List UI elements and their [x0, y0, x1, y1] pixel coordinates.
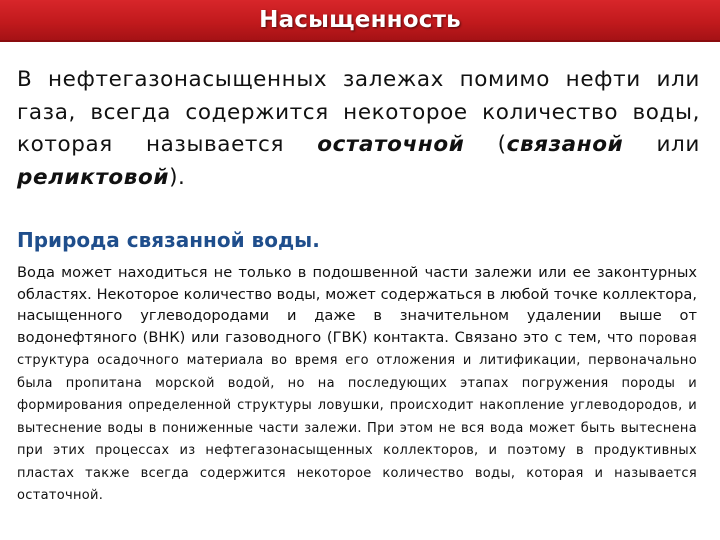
body-text-1: Вода может находиться не только в подошвенной части залежи или ее законтурных областях. Некоторое количество воды, может содержаться в любой точке коллектора, насыщенного углеводородами и даже в значительном удалении выше от водонефтяного (ВНК) или газоводного (ГВК) контакта. Связано это с тем, что [17, 264, 697, 346]
term-residual: остаточной [317, 132, 465, 157]
term-bound: связаной [506, 132, 624, 157]
intro-text-3: или [623, 132, 700, 157]
intro-text-1: В нефтегазонасыщенных залежах помимо нефти или газа, всегда содержится некоторое количество воды, которая называется [17, 67, 700, 157]
slide-title: Насыщенность [259, 7, 461, 33]
title-bar [0, 0, 720, 42]
term-relict: реликтовой [17, 164, 170, 190]
intro-text-2: ( [464, 132, 507, 157]
section-body [17, 262, 697, 507]
intro-paragraph [17, 64, 700, 194]
body-text-2: поровая структура осадочного материала во время его отложения и литификации, первоначально была пропитана морской водой, но на последующих этапах погружения породы и формирования определенной структуры ловушки, происходит накопление углеводородов, и вытеснение воды в пониженные части залежи. При этом не вся вода может быть вытеснена при этих процессах из нефтегазонасыщенных коллекторов, и поэтому в продуктивных пластах также всегда содержится некоторое количество воды, которая и называется остаточной. [17, 330, 697, 503]
section-heading: Природа связанной воды. [17, 228, 320, 252]
intro-text-4: ). [169, 164, 186, 190]
